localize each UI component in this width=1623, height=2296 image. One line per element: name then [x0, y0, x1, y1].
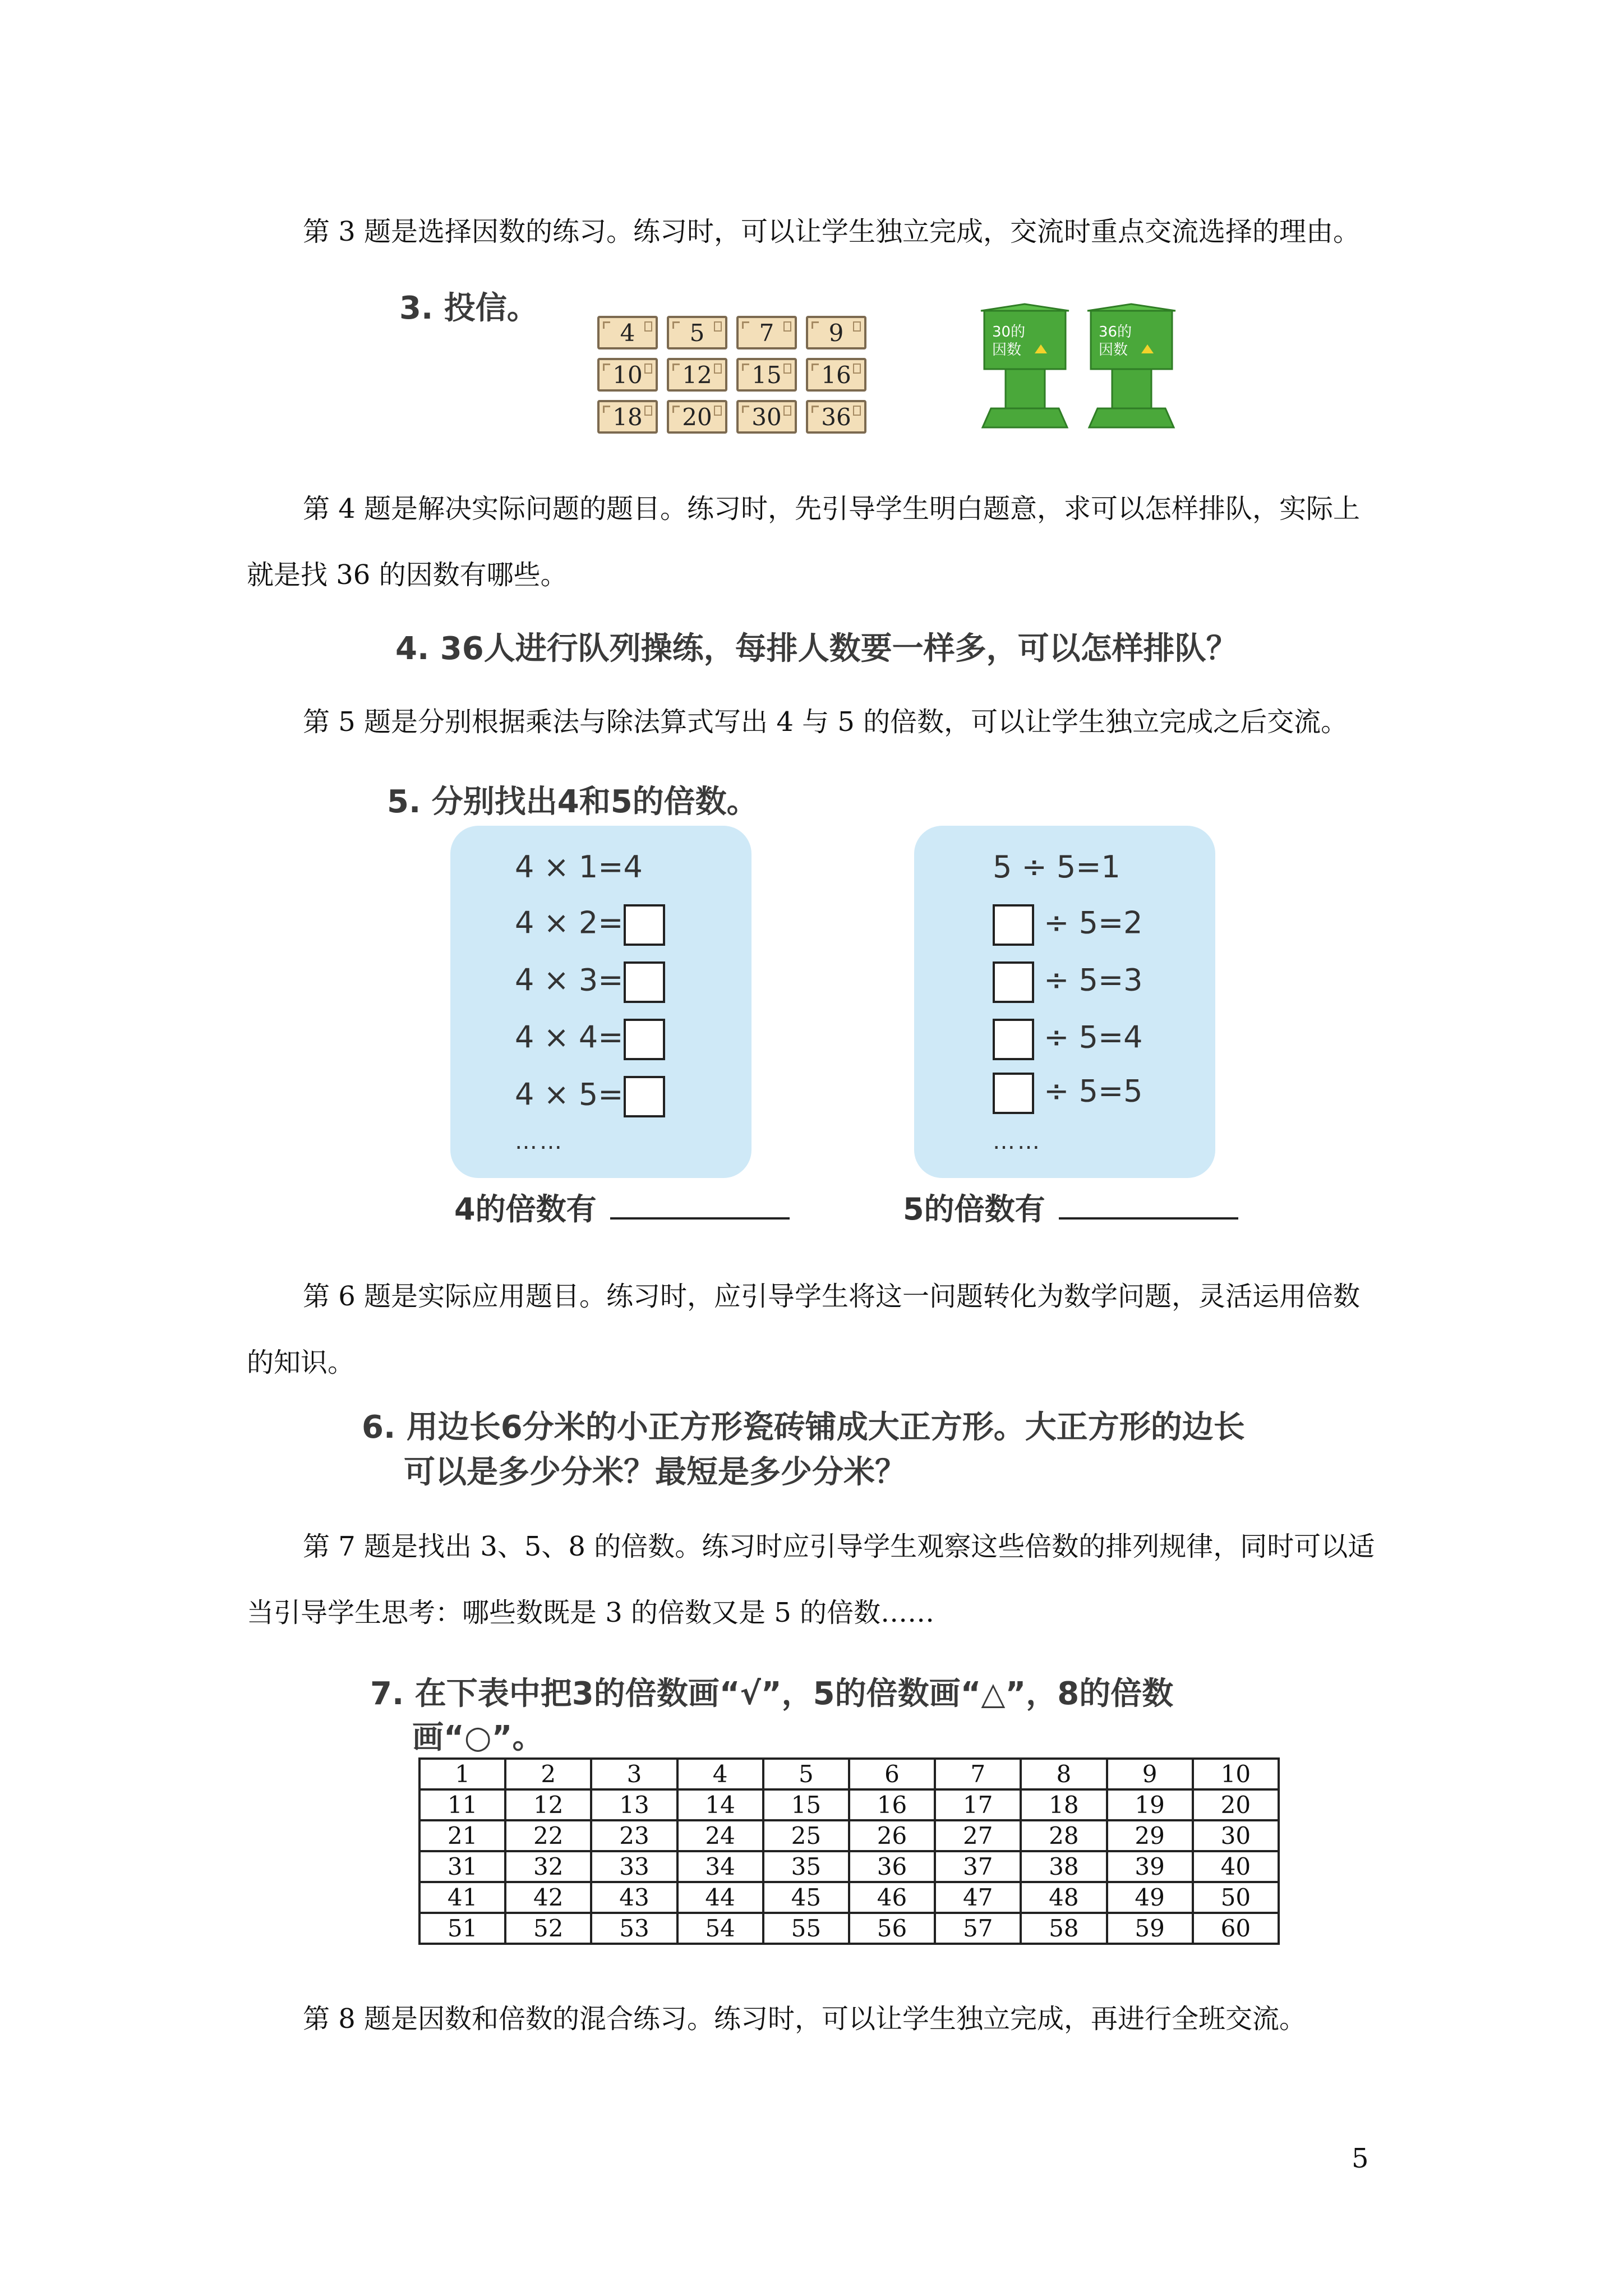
answer-box[interactable] [624, 1019, 665, 1060]
table-cell[interactable]: 41 [419, 1882, 505, 1913]
answer-box[interactable] [993, 1019, 1034, 1060]
answer-box[interactable] [993, 1073, 1034, 1114]
table-cell[interactable]: 23 [591, 1820, 677, 1851]
table-cell[interactable]: 30 [1193, 1820, 1279, 1851]
answer-box[interactable] [624, 961, 665, 1003]
envelope: 16 [806, 358, 866, 392]
table-cell[interactable]: 18 [1021, 1789, 1106, 1820]
table-cell[interactable]: 34 [677, 1851, 763, 1882]
table-cell[interactable]: 2 [505, 1759, 591, 1789]
q6-line1: 6. 用边长6分米的小正方形瓷砖铺成大正方形。大正方形的边长 [362, 1409, 1245, 1446]
envelope: 4 [597, 316, 658, 349]
envelope: 18 [597, 400, 658, 434]
table-cell[interactable]: 9 [1107, 1759, 1193, 1789]
equation: ÷ 5=3 [993, 961, 1143, 1003]
table-cell[interactable]: 49 [1107, 1882, 1193, 1913]
envelope: 15 [736, 358, 797, 392]
table-cell[interactable]: 45 [763, 1882, 849, 1913]
table-cell[interactable]: 35 [763, 1851, 849, 1882]
envelope: 36 [806, 400, 866, 434]
ellipsis: …… [515, 1129, 564, 1154]
table-cell[interactable]: 27 [935, 1820, 1021, 1851]
mailbox-icon [1085, 303, 1178, 432]
equation: 4 × 1=4 [515, 849, 643, 885]
table-cell[interactable]: 21 [419, 1820, 505, 1851]
table-cell[interactable]: 44 [677, 1882, 763, 1913]
q7-line1: 7. 在下表中把3的倍数画“√”，5的倍数画“△”，8的倍数 [370, 1676, 1174, 1712]
table-cell[interactable]: 15 [763, 1789, 849, 1820]
table-cell[interactable]: 25 [763, 1820, 849, 1851]
envelope: 10 [597, 358, 658, 392]
table-row [419, 1851, 1279, 1882]
paragraph-q4: 第 4 题是解决实际问题的题目。练习时，先引导学生明白题意，求可以怎样排队，实际上就是找 36 的因数有哪些。 [247, 493, 1361, 591]
mailbox-label: 30的 因数 [992, 324, 1026, 358]
table-cell[interactable]: 28 [1021, 1820, 1106, 1851]
table-cell[interactable]: 11 [419, 1789, 505, 1820]
table-cell[interactable]: 1 [419, 1759, 505, 1789]
table-cell[interactable]: 54 [677, 1913, 763, 1944]
answer-line-5: 5的倍数有 [903, 1185, 1238, 1228]
answer-box[interactable] [624, 1076, 665, 1117]
table-cell[interactable]: 5 [763, 1759, 849, 1789]
envelope: 9 [806, 316, 866, 349]
table-cell[interactable]: 14 [677, 1789, 763, 1820]
envelope: 20 [667, 400, 727, 434]
q3-title: 3. 投信。 [399, 290, 538, 326]
q7-line2: 画“○”。 [412, 1719, 544, 1756]
equation: 4 × 2= [515, 904, 665, 946]
page-number: 5 [1352, 2143, 1369, 2174]
paragraph-q3: 第 3 题是选择因数的练习。练习时，可以让学生独立完成，交流时重点交流选择的理由。 [303, 216, 1361, 247]
table-cell[interactable]: 58 [1021, 1913, 1106, 1944]
table-cell[interactable]: 46 [849, 1882, 935, 1913]
mailbox-30 [979, 303, 1071, 432]
table-cell[interactable]: 53 [591, 1913, 677, 1944]
table-cell[interactable]: 4 [677, 1759, 763, 1789]
mailbox-36 [1085, 303, 1178, 432]
table-cell[interactable]: 32 [505, 1851, 591, 1882]
table-cell[interactable]: 20 [1193, 1789, 1279, 1820]
table-cell[interactable]: 39 [1107, 1851, 1193, 1882]
table-cell[interactable]: 33 [591, 1851, 677, 1882]
table-cell[interactable]: 47 [935, 1882, 1021, 1913]
answer-box[interactable] [624, 904, 665, 946]
table-cell[interactable]: 6 [849, 1759, 935, 1789]
table-cell[interactable]: 57 [935, 1913, 1021, 1944]
table-cell[interactable]: 29 [1107, 1820, 1193, 1851]
envelope: 30 [736, 400, 797, 434]
table-row [419, 1759, 1279, 1789]
paragraph-q7: 第 7 题是找出 3、5、8 的倍数。练习时应引导学生观察这些倍数的排列规律，同时可以适当引导学生思考：哪些数既是 3 的倍数又是 5 的倍数…… [247, 1531, 1375, 1628]
multiplication-panel [450, 826, 751, 1178]
table-cell[interactable]: 36 [849, 1851, 935, 1882]
table-cell[interactable]: 55 [763, 1913, 849, 1944]
q4-title: 4. 36人进行队列操练，每排人数要一样多，可以怎样排队？ [395, 631, 1238, 667]
table-cell[interactable]: 59 [1107, 1913, 1193, 1944]
number-table [418, 1757, 1280, 1945]
table-cell[interactable]: 48 [1021, 1882, 1106, 1913]
table-cell[interactable]: 56 [849, 1913, 935, 1944]
table-cell[interactable]: 40 [1193, 1851, 1279, 1882]
envelope: 5 [667, 316, 727, 349]
envelope: 7 [736, 316, 797, 349]
table-cell[interactable]: 51 [419, 1913, 505, 1944]
paragraph-q8: 第 8 题是因数和倍数的混合练习。练习时，可以让学生独立完成，再进行全班交流。 [303, 2003, 1307, 2035]
equation: ÷ 5=5 [993, 1073, 1143, 1114]
division-panel [914, 826, 1215, 1178]
answer-box[interactable] [993, 961, 1034, 1003]
q5-title: 5. 分别找出4和5的倍数。 [387, 784, 758, 820]
mailbox-label: 36的 因数 [1099, 324, 1132, 358]
table-cell[interactable]: 52 [505, 1913, 591, 1944]
q6-line2: 可以是多少分米？最短是多少分米？ [404, 1454, 906, 1490]
mailbox-icon [979, 303, 1071, 432]
envelope: 12 [667, 358, 727, 392]
paragraph-q6: 第 6 题是实际应用题目。练习时，应引导学生将这一问题转化为数学问题，灵活运用倍数的知识。 [247, 1281, 1361, 1378]
table-row [419, 1882, 1279, 1913]
table-cell[interactable]: 31 [419, 1851, 505, 1882]
table-cell[interactable]: 8 [1021, 1759, 1106, 1789]
equation: ÷ 5=2 [993, 904, 1143, 946]
table-cell[interactable]: 17 [935, 1789, 1021, 1820]
equation: 5 ÷ 5=1 [993, 849, 1121, 885]
answer-box[interactable] [993, 904, 1034, 946]
table-cell[interactable]: 26 [849, 1820, 935, 1851]
answer-line-4: 4的倍数有 [454, 1185, 790, 1228]
paragraph-q5: 第 5 题是分别根据乘法与除法算式写出 4 与 5 的倍数，可以让学生独立完成之后交流。 [303, 706, 1348, 738]
equation: 4 × 5= [515, 1076, 665, 1117]
table-cell[interactable]: 7 [935, 1759, 1021, 1789]
table-cell[interactable]: 24 [677, 1820, 763, 1851]
table-cell[interactable]: 12 [505, 1789, 591, 1820]
table-cell[interactable]: 22 [505, 1820, 591, 1851]
table-cell[interactable]: 38 [1021, 1851, 1106, 1882]
table-row [419, 1820, 1279, 1851]
table-cell[interactable]: 13 [591, 1789, 677, 1820]
table-cell[interactable]: 42 [505, 1882, 591, 1913]
table-cell[interactable]: 43 [591, 1882, 677, 1913]
table-row [419, 1913, 1279, 1944]
envelope-grid [597, 316, 866, 434]
ellipsis: …… [993, 1129, 1042, 1154]
table-cell[interactable]: 3 [591, 1759, 677, 1789]
answer-blank[interactable] [610, 1212, 790, 1220]
table-cell[interactable]: 60 [1193, 1913, 1279, 1944]
equation: 4 × 3= [515, 961, 665, 1003]
table-cell[interactable]: 50 [1193, 1882, 1279, 1913]
table-cell[interactable]: 19 [1107, 1789, 1193, 1820]
equation: 4 × 4= [515, 1019, 665, 1060]
equation: ÷ 5=4 [993, 1019, 1143, 1060]
table-cell[interactable]: 10 [1193, 1759, 1279, 1789]
table-cell[interactable]: 16 [849, 1789, 935, 1820]
answer-blank[interactable] [1059, 1212, 1238, 1220]
table-row [419, 1789, 1279, 1820]
table-cell[interactable]: 37 [935, 1851, 1021, 1882]
